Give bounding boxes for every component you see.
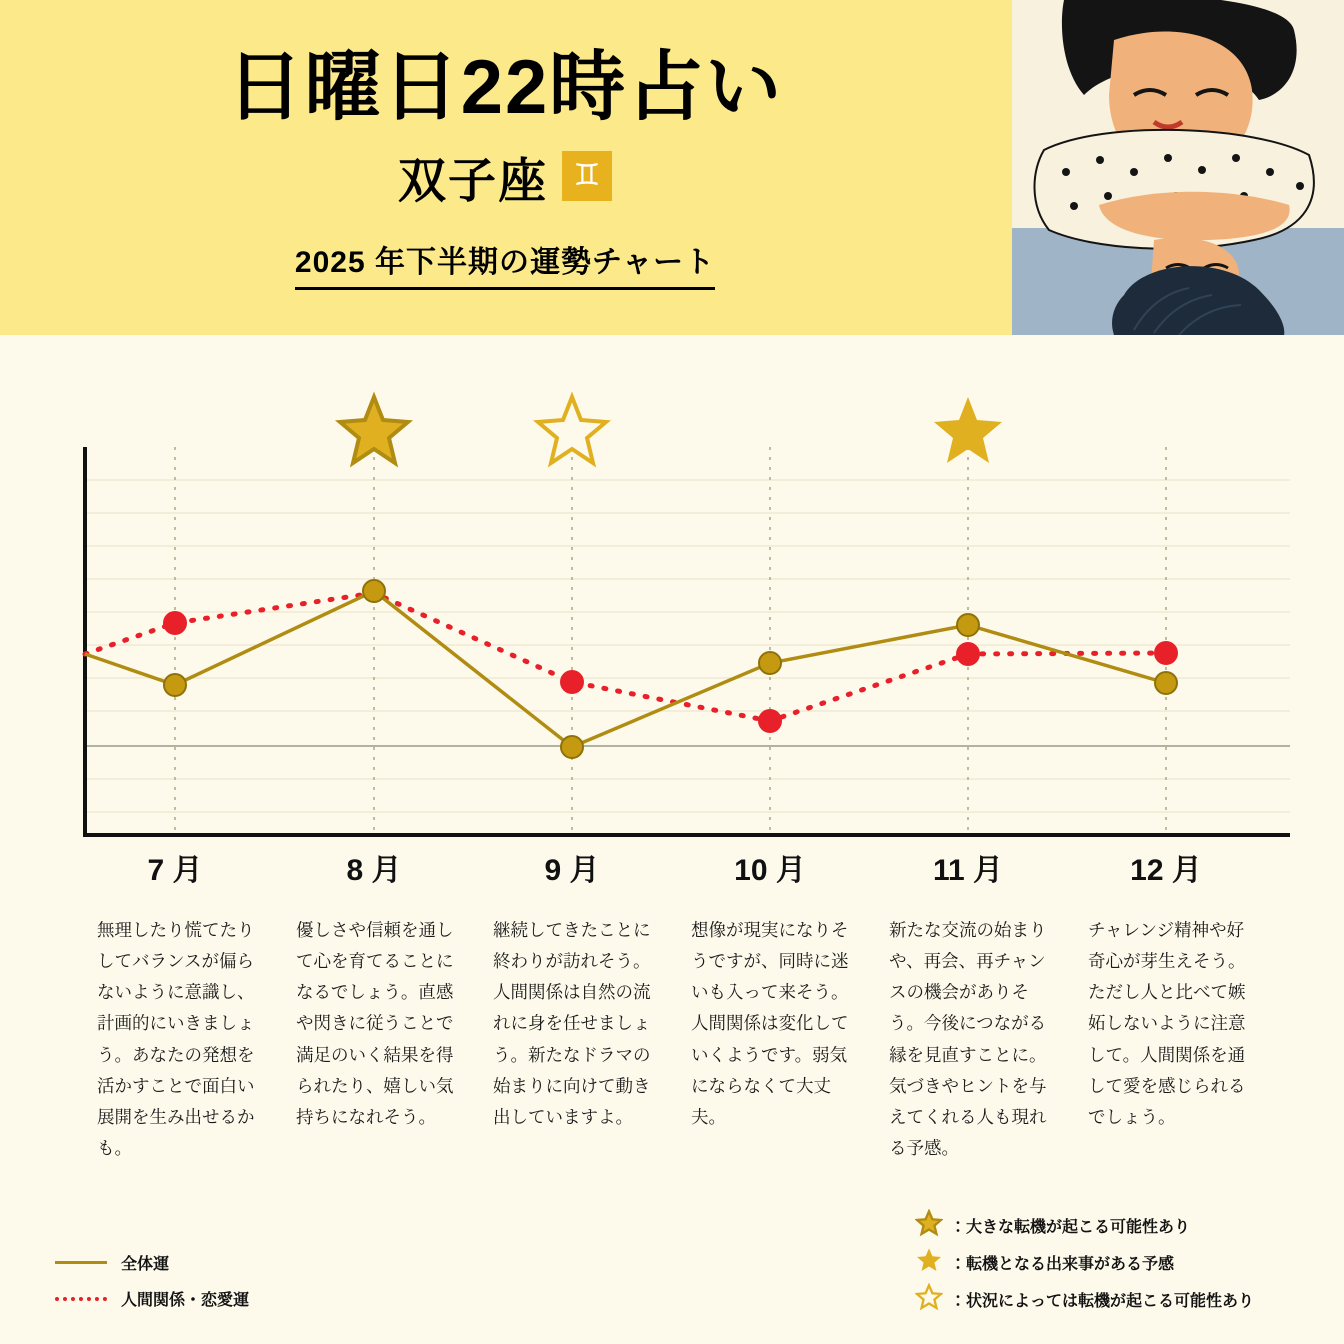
description-column: チャレンジ精神や好奇心が芽生えそう。ただし人と比べて嫉妬しないように注意して。人間関係を通して愛を感じられるでしょう。 [1088, 920, 1246, 1127]
legend-label: 全体運 [121, 1255, 170, 1273]
x-tick-label: 11 月 [932, 854, 1004, 887]
star-legend [914, 1207, 1314, 1318]
star-legend-label: ：大きな転機が起こる可能性あり [950, 1219, 1191, 1236]
legend-label: 人間関係・恋愛運 [121, 1291, 250, 1309]
description-column: 想像が現実になりそうですが、同時に迷いも入って来そう。人間関係は変化していくようです。弱気にならなくて大丈夫。 [691, 920, 849, 1127]
x-tick-label: 9 月 [544, 854, 600, 887]
star-outlined-filled-icon [914, 1209, 944, 1242]
legend-item-overall [55, 1244, 475, 1280]
x-tick-label: 10 月 [734, 854, 806, 887]
x-tick-label: 12 月 [1130, 854, 1202, 887]
fortune-chart [0, 335, 1344, 895]
illustration [1004, 0, 1344, 335]
description-column: 無理したり慌てたりしてバランスが偏らないように意識し、計画的にいきましょう。あなたの発想を活かすことで面白い展開を生み出せるかも。 [97, 920, 255, 1158]
page-title: 日曜日22時占い [226, 45, 784, 130]
description-column: 新たな交流の始まりや、再会、再チャンスの機会がありそう。今後につながる縁を見直すことに。気づきやヒントを与えてくれる人も現れる予感。 [889, 920, 1047, 1158]
star-legend-label: ：転機となる出来事がある予感 [950, 1256, 1175, 1273]
star-filled-icon [914, 1246, 944, 1279]
star-legend-item-turning-point [914, 1244, 1314, 1281]
x-tick-label: 8 月 [346, 854, 402, 887]
header-text-block [0, 0, 1010, 335]
page-subtitle: 2025 年下半期の運勢チャート [295, 237, 715, 290]
page-header [0, 0, 1344, 335]
gemini-glyph-icon: ♊ [562, 151, 612, 201]
solid-line-icon [55, 1255, 107, 1269]
x-axis-labels [0, 845, 1344, 901]
series-legend [55, 1244, 475, 1316]
zodiac-sign-row [398, 142, 612, 211]
description-column: 優しさや信頼を通して心を育てることになるでしょう。直感や閃きに従うことで満足のいく結果を得られたり、嬉しい気持ちになれそう。 [296, 920, 454, 1127]
star-legend-item-conditional [914, 1281, 1314, 1318]
x-tick-label: 7 月 [147, 854, 203, 887]
monthly-descriptions [0, 915, 1344, 1195]
star-legend-item-major [914, 1207, 1314, 1244]
legend-item-relationship [55, 1280, 475, 1316]
dotted-line-icon [55, 1291, 107, 1305]
zodiac-sign-name: 双子座 [397, 154, 548, 208]
star-outline-icon [914, 1283, 944, 1316]
description-column: 継続してきたことに終わりが訪れそう。人間関係は自然の流れに身を任せましょう。新たなドラマの始まりに向けて動き出していますよ。 [493, 920, 651, 1127]
star-legend-label: ：状況によっては転機が起こる可能性あり [950, 1293, 1255, 1310]
